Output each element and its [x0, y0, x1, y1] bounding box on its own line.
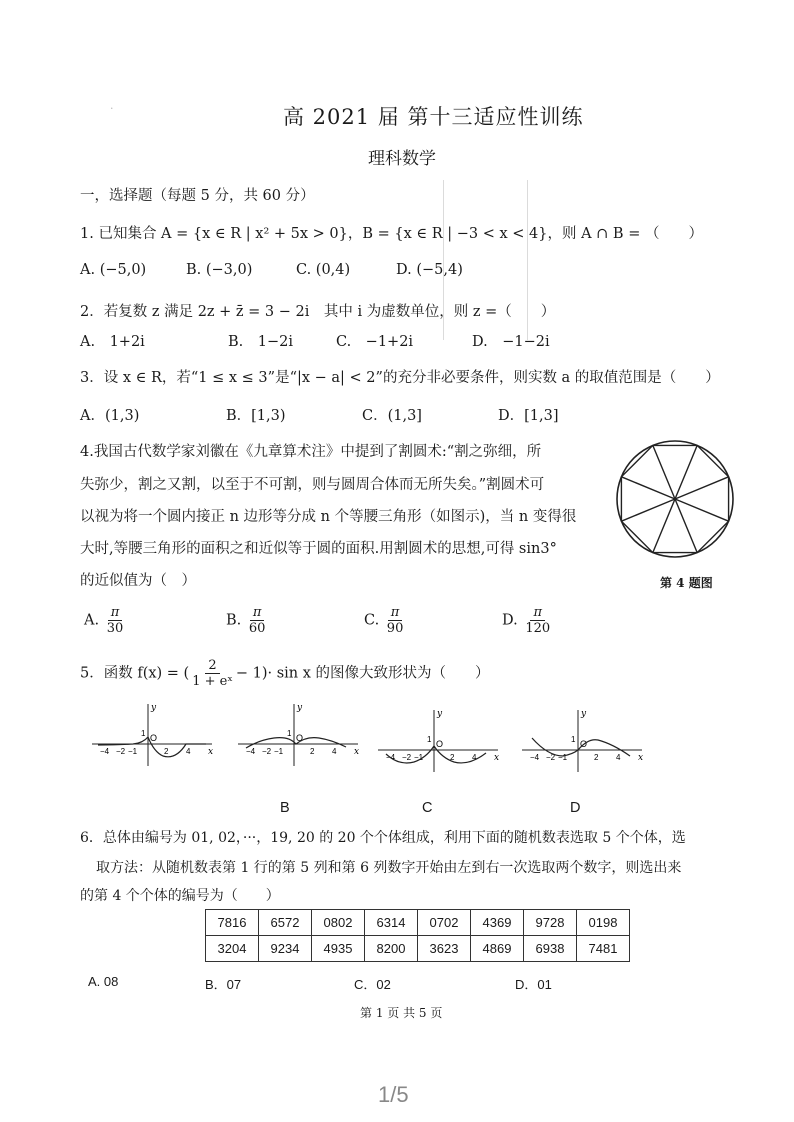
table-cell: 4869: [471, 936, 524, 962]
q4-option-d: D. $\frac{\pi}{120}$: [502, 605, 551, 636]
question-4-line: 大时,等腰三角形的面积之和近似等于圆的面积.用割圆术的思想,可得 sin3°: [80, 541, 557, 557]
tick-label: −1: [414, 753, 424, 762]
tick-label: −1: [558, 753, 568, 762]
page-footer: 第 1 页 共 5 页: [360, 1006, 443, 1020]
x-axis-label: x: [354, 747, 360, 757]
tick-label: −1: [128, 747, 138, 756]
page-subtitle: 理科数学: [368, 149, 436, 169]
tick-label: 2: [450, 753, 455, 762]
q6-option-a: A. 08: [88, 974, 119, 989]
tick-label: 2: [594, 753, 599, 762]
question-3-stem: 3．设 x ∈ R，若“1 ≤ x ≤ 3”是“|x − a| < 2”的充分非必要条件，则实数 a 的取值范围是（ ）: [80, 370, 720, 386]
y-axis-label: y: [151, 703, 157, 713]
table-cell: 0802: [312, 910, 365, 936]
tick-label: −4: [246, 747, 256, 756]
q4-option-a: A. $\frac{\pi}{30}$: [84, 605, 124, 636]
q4-octagon-figure: [614, 438, 736, 560]
q6-option-b: B．07: [205, 977, 242, 992]
q3-option-c: C．(1,3]: [362, 408, 422, 424]
tick-label: 4: [186, 747, 191, 756]
x-axis-label: x: [638, 753, 644, 763]
q4-option-b: B. $\frac{\pi}{60}$: [226, 605, 266, 636]
section-heading: 一，选择题（每题 5 分，共 60 分）: [80, 188, 315, 204]
viewer-page-indicator: 1/5: [378, 1082, 409, 1107]
origin-label: O: [150, 733, 158, 743]
table-cell: 3204: [206, 936, 259, 962]
q1-option-a: A. (−5,0): [80, 262, 147, 278]
question-1-stem: 1. 已知集合 A = {x ∈ R | x² + 5x > 0}，B = {x ∈ R | −3 < x < 4}，则 A ∩ B = （ ）: [80, 226, 703, 242]
q5-label-b: B: [280, 800, 290, 816]
q2-option-d: D. −1−2i: [472, 334, 550, 350]
tick-label: −2: [116, 747, 126, 756]
origin-label: O: [580, 739, 588, 749]
y-axis-label: y: [297, 703, 303, 713]
q3-option-a: A．(1,3): [80, 408, 140, 424]
origin-label: O: [436, 739, 444, 749]
x-axis-label: x: [494, 753, 500, 763]
random-number-table: [205, 909, 630, 962]
tick-label: −1: [274, 747, 284, 756]
q3-option-b: B．[1,3): [226, 408, 286, 424]
tick-label: −2: [402, 753, 412, 762]
tick-label: −4: [386, 753, 396, 762]
tick-label: 4: [332, 747, 337, 756]
table-cell: 9728: [524, 910, 577, 936]
q5-label-d: D: [570, 800, 581, 816]
q5-graph-a: [88, 700, 218, 770]
q4-figure-caption: 第 4 题图: [660, 576, 713, 590]
q5-graph-b: [234, 700, 364, 770]
tick-label: −4: [530, 753, 540, 762]
tick-one-label: 1: [571, 735, 576, 744]
q5-graph-c: [374, 706, 504, 776]
q2-option-c: C. −1+2i: [336, 334, 414, 350]
table-cell: 9234: [259, 936, 312, 962]
table-cell: 7481: [577, 936, 630, 962]
page-title: 高 2021 届 第十三适应性训练: [283, 105, 584, 129]
question-5-stem: 5．函数 f(x) = ( $\frac{2}{\text{1 + eˣ}}$ − 1)· sin x 的图像大致形状为（ ）: [80, 658, 490, 689]
table-row: [206, 910, 630, 936]
table-row: [206, 936, 630, 962]
table-cell: 6572: [259, 910, 312, 936]
tick-label: −2: [546, 753, 556, 762]
q2-option-a: A. 1+2i: [80, 334, 145, 350]
q3-option-d: D．[1,3]: [498, 408, 559, 424]
q5-label-c: C: [422, 800, 433, 816]
tick-label: −2: [262, 747, 272, 756]
tick-label: 4: [472, 753, 477, 762]
table-cell: 7816: [206, 910, 259, 936]
q5-graph-d: [518, 706, 648, 776]
q6-option-d: D．01: [515, 977, 552, 992]
table-cell: 3623: [418, 936, 471, 962]
function-curve: [386, 746, 486, 763]
table-cell: 0702: [418, 910, 471, 936]
q2-option-b: B. 1−2i: [228, 334, 294, 350]
x-axis-label: x: [208, 747, 214, 757]
tick-label: 2: [310, 747, 315, 756]
q1-option-d: D. (−5,4): [396, 262, 463, 278]
question-4-line: 以视为将一个圆内接正 n 边形等分成 n 个等腰三角形（如图示)，当 n 变得很: [80, 509, 577, 525]
table-cell: 0198: [577, 910, 630, 936]
tick-one-label: 1: [427, 735, 432, 744]
table-cell: 6314: [365, 910, 418, 936]
question-6-line: 取方法：从随机数表第 1 行的第 5 列和第 6 列数字开始由左到右一次选取两个数字，则选出来: [96, 860, 682, 876]
q1-option-b: B. (−3,0): [186, 262, 253, 278]
q6-option-c: C．02: [354, 977, 391, 992]
table-cell: 4369: [471, 910, 524, 936]
table-cell: 6938: [524, 936, 577, 962]
tick-label: −4: [100, 747, 110, 756]
tick-label: 2: [164, 747, 169, 756]
table-cell: 4935: [312, 936, 365, 962]
question-4-line: 的近似值为（ ）: [80, 573, 196, 589]
origin-label: O: [296, 733, 304, 743]
question-4-line: 失弥少，割之又割，以至于不可割，则与圆周合体而无所失矣。”割圆术可: [80, 477, 545, 493]
q1-option-c: C. (0,4): [296, 262, 351, 278]
tick-one-label: 1: [287, 729, 292, 738]
question-6-line: 6．总体由编号为 01, 02，···，19, 20 的 20 个个体组成，利用下面的随机数表选取 5 个个体，选: [80, 830, 686, 846]
table-cell: 8200: [365, 936, 418, 962]
question-2-stem: 2．若复数 z 满足 2z + z̄ = 3 − 2i 其中 i 为虚数单位，则 z =（ ）: [80, 304, 556, 320]
y-axis-label: y: [437, 709, 443, 719]
q4-option-c: C. $\frac{\pi}{90}$: [364, 605, 404, 636]
y-axis-label: y: [581, 709, 587, 719]
scan-artifact: ·: [110, 102, 114, 115]
question-6-line: 的第 4 个个体的编号为（ ）: [80, 888, 280, 904]
tick-one-label: 1: [141, 729, 146, 738]
tick-label: 4: [616, 753, 621, 762]
question-4-line: 4.我国古代数学家刘徽在《九章算术注》中提到了割圆术:“割之弥细，所: [80, 444, 542, 460]
